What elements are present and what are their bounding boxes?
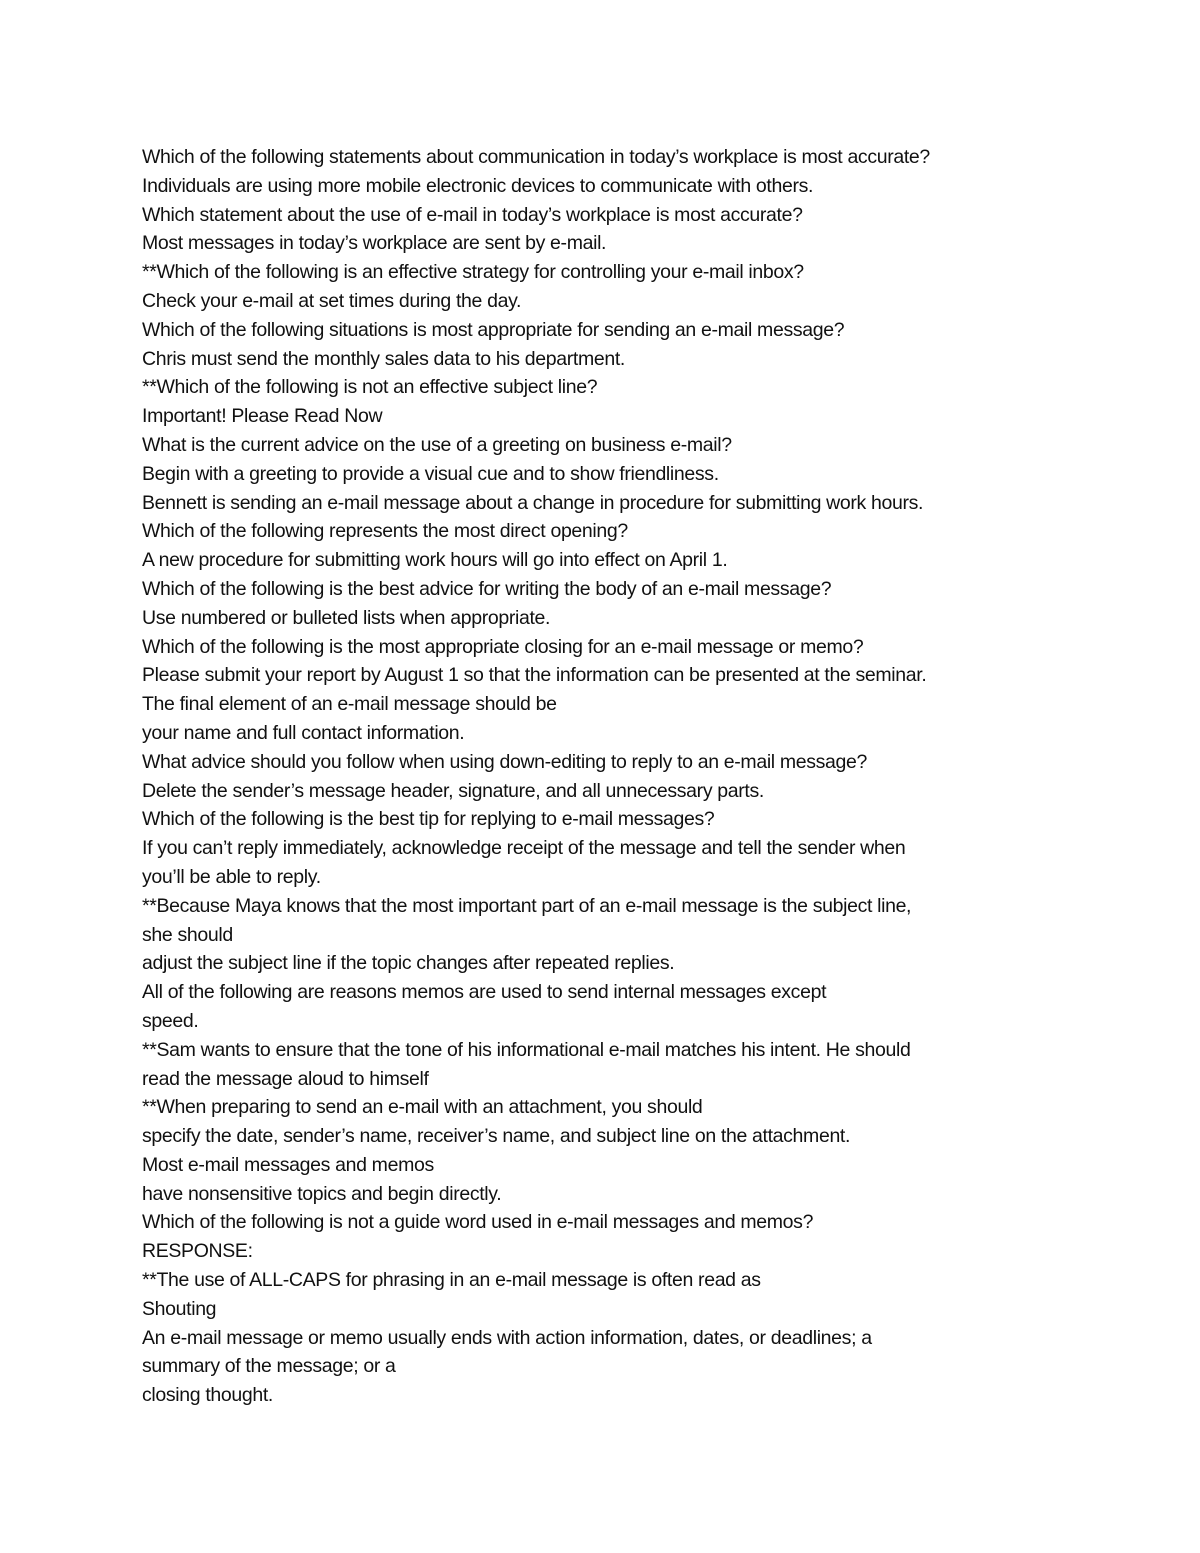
text-line: What advice should you follow when using down-editing to reply to an e-mail message? bbox=[142, 750, 868, 773]
text-line: Which of the following represents the most direct opening? bbox=[142, 520, 628, 543]
text-line: Delete the sender’s message header, signature, and all unnecessary parts. bbox=[142, 779, 764, 802]
text-line: All of the following are reasons memos are used to send internal messages except bbox=[142, 981, 827, 1004]
text-line: An e-mail message or memo usually ends with action information, dates, or deadlines; a bbox=[142, 1326, 872, 1349]
text-line: Which of the following is not a guide word used in e-mail messages and memos? bbox=[142, 1211, 814, 1234]
text-line: If you can’t reply immediately, acknowledge receipt of the message and tell the sender when bbox=[142, 837, 906, 860]
text-line: Check your e-mail at set times during the day. bbox=[142, 289, 522, 312]
text-line: A new procedure for submitting work hours will go into effect on April 1. bbox=[142, 549, 728, 572]
text-line: Begin with a greeting to provide a visual cue and to show friendliness. bbox=[142, 462, 719, 485]
text-line: Most e-mail messages and memos bbox=[142, 1153, 434, 1176]
text-line: she should bbox=[142, 923, 233, 946]
text-line: **When preparing to send an e-mail with an attachment, you should bbox=[142, 1096, 703, 1119]
text-line: Important! Please Read Now bbox=[142, 405, 383, 428]
text-line: read the message aloud to himself bbox=[142, 1067, 429, 1090]
text-line: What is the current advice on the use of a greeting on business e-mail? bbox=[142, 433, 732, 456]
document-body bbox=[142, 143, 1152, 1410]
text-line: The final element of an e-mail message should be bbox=[142, 693, 557, 716]
text-line: Please submit your report by August 1 so that the information can be presented at the seminar. bbox=[142, 664, 927, 687]
text-line: RESPONSE: bbox=[142, 1240, 253, 1263]
text-line: Which of the following statements about communication in today’s workplace is most accurate? bbox=[142, 146, 930, 168]
text-line: **Which of the following is not an effective subject line? bbox=[142, 376, 598, 399]
text-line: adjust the subject line if the topic changes after repeated replies. bbox=[142, 952, 675, 975]
text-line: Bennett is sending an e-mail message about a change in procedure for submitting work hours. bbox=[142, 491, 924, 514]
text-line: Which statement about the use of e-mail in today’s workplace is most accurate? bbox=[142, 203, 803, 226]
text-line: **Which of the following is an effective strategy for controlling your e-mail inbox? bbox=[142, 261, 804, 284]
text-line: closing thought. bbox=[142, 1384, 273, 1407]
text-line: your name and full contact information. bbox=[142, 721, 465, 744]
text-line: Chris must send the monthly sales data to his department. bbox=[142, 347, 625, 370]
text-line: Which of the following is the most appropriate closing for an e-mail message or memo? bbox=[142, 635, 864, 658]
text-line: Most messages in today’s workplace are sent by e-mail. bbox=[142, 232, 607, 255]
text-line: Use numbered or bulleted lists when appropriate. bbox=[142, 606, 551, 629]
text-line: Shouting bbox=[142, 1297, 217, 1320]
text-line: Individuals are using more mobile electronic devices to communicate with others. bbox=[142, 174, 814, 197]
text-line: **Because Maya knows that the most important part of an e-mail message is the subject line, bbox=[142, 894, 912, 917]
text-line: Which of the following is the best advice for writing the body of an e-mail message? bbox=[142, 577, 832, 600]
text-line: **Sam wants to ensure that the tone of his informational e-mail matches his intent. He should bbox=[142, 1038, 911, 1061]
text-line: specify the date, sender’s name, receiver’s name, and subject line on the attachment. bbox=[142, 1125, 851, 1148]
text-line: you’ll be able to reply. bbox=[142, 865, 321, 888]
text-line: Which of the following is the best tip for replying to e-mail messages? bbox=[142, 808, 715, 831]
text-line: have nonsensitive topics and begin directly. bbox=[142, 1182, 502, 1205]
text-line: Which of the following situations is most appropriate for sending an e-mail message? bbox=[142, 318, 845, 341]
text-line: **The use of ALL-CAPS for phrasing in an e-mail message is often read as bbox=[142, 1269, 761, 1292]
text-line: summary of the message; or a bbox=[142, 1355, 396, 1378]
text-line: speed. bbox=[142, 1009, 199, 1032]
